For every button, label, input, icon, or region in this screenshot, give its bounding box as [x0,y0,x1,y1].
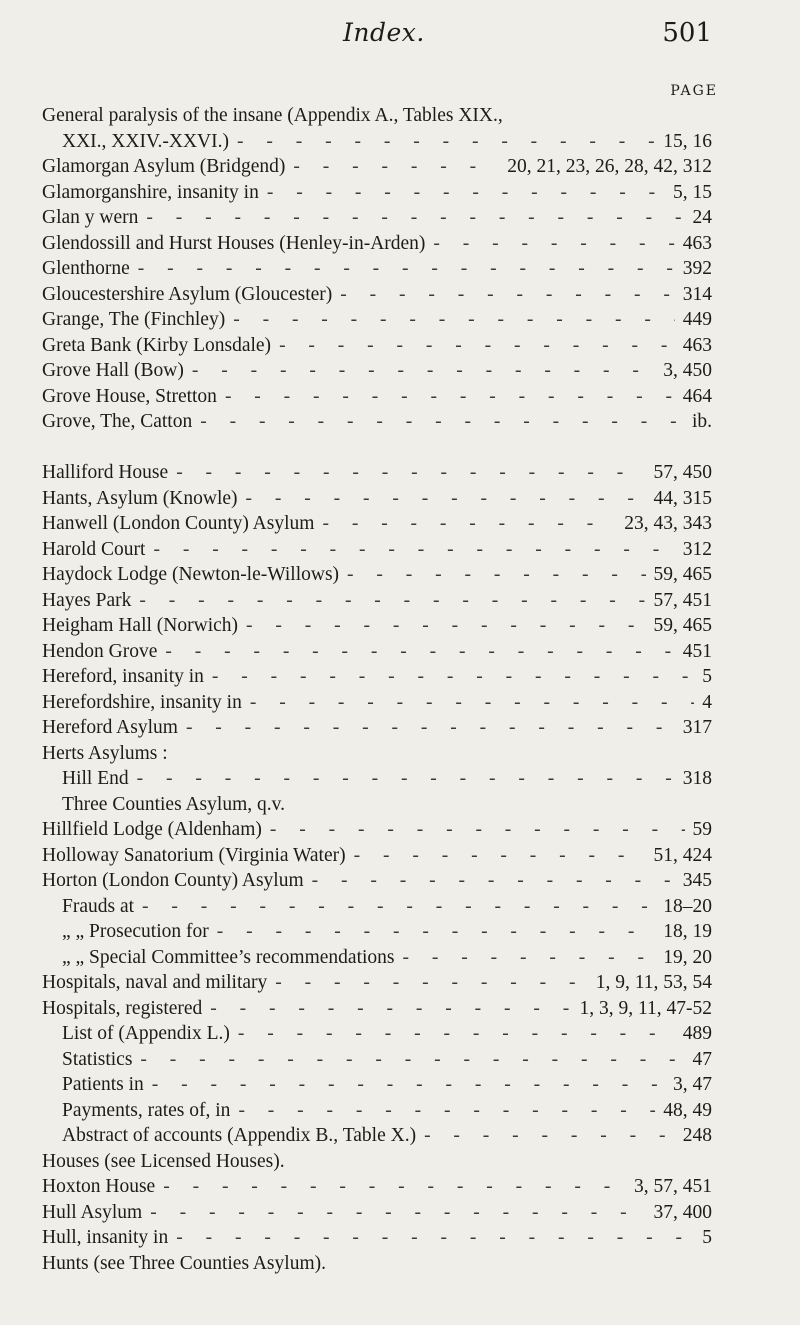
leader-dashes [163,1174,626,1200]
leader-dashes [140,1047,684,1073]
leader-dashes [433,231,674,257]
entry-text: Glenthorne [42,258,130,279]
index-group-h [42,460,712,1276]
entry-pages: 18–20 [663,895,712,917]
entry-pages: 312 [682,538,712,560]
leader-dashes [322,511,616,537]
entry-pages: 392 [682,258,712,279]
index-entry [42,996,712,1022]
entry-text: Holloway Sanatorium (Virginia Water) [42,844,346,866]
index-entry [42,1251,712,1277]
index-list [42,103,712,1276]
index-entry [42,231,712,257]
entry-pages: 59, 465 [653,615,712,636]
index-entry [42,588,712,614]
leader-dashes [250,690,694,716]
leader-dashes [238,1021,675,1047]
index-entry [42,358,712,384]
entry-text: Hillfield Lodge (Aldenham) [42,819,262,840]
entry-text: Glamorgan Asylum (Bridgend) [42,156,286,177]
leader-dashes [176,460,645,486]
index-entry [42,843,712,869]
leader-dashes [139,588,645,614]
entry-pages: 4 [702,691,712,713]
entry-text: Hereford, insanity in [42,666,204,687]
entry-text: Hospitals, naval and military [42,972,268,993]
entry-pages: 57, 450 [653,462,712,483]
leader-dashes [233,307,675,333]
index-entry [42,792,712,818]
leader-dashes [267,180,665,206]
leader-dashes [186,715,675,741]
page-column-label: PAGE [670,83,718,99]
entry-text: Halliford House [42,462,169,483]
index-entry [42,103,712,129]
entry-pages: 3, 450 [663,360,712,381]
running-title: Index. [343,18,425,47]
entry-pages: 44, 315 [653,487,712,509]
entry-pages: 5 [702,666,712,687]
leader-dashes [153,537,674,563]
entry-text: Hospitals, registered [42,997,203,1019]
entry-pages: 318 [682,768,712,789]
entry-text: Horton (London County) Asylum [42,870,304,891]
entry-text: Heigham Hall (Norwich) [42,615,239,636]
entry-text: Hill End [62,768,129,789]
index-entry [42,1149,712,1175]
index-entry [42,511,712,537]
entry-pages: ib. [691,411,712,432]
entry-text: Hull, insanity in [42,1227,169,1248]
leader-dashes [312,868,675,894]
leader-dashes [424,1123,675,1149]
leader-dashes [152,1072,665,1098]
index-entry [42,205,712,231]
entry-pages: 20, 21, 23, 26, 28, 42, 312 [507,156,712,177]
entry-text: Grove Hall (Bow) [42,360,184,381]
index-entry [42,613,712,639]
entry-text: Hants, Asylum (Knowle) [42,487,238,509]
index-entry [42,460,712,486]
leader-dashes [176,1225,694,1251]
leader-dashes [217,919,656,945]
index-entry [42,664,712,690]
index-entry [42,894,712,920]
entry-text: Hunts (see Three Counties Asylum). [42,1252,326,1274]
entry-pages: 345 [682,870,712,891]
index-entry [42,715,712,741]
entry-text: Three Counties Asylum, q.v. [62,793,285,815]
leader-dashes [137,766,675,792]
page-number: 501 [662,18,712,48]
entry-text: Abstract of accounts (Appendix B., Table X.) [62,1125,417,1146]
entry-pages: 59 [692,819,712,840]
entry-pages: 464 [682,385,712,407]
leader-dashes [270,817,685,843]
index-entry [42,1098,712,1124]
entry-text: Houses (see Licensed Houses). [42,1150,285,1172]
leader-dashes [340,282,674,308]
index-entry [42,945,712,971]
entry-pages: 57, 451 [653,589,712,611]
entry-pages: 314 [682,283,712,305]
index-entry [42,256,712,282]
index-entry [42,486,712,512]
entry-text: Hoxton House [42,1176,156,1197]
entry-pages: 37, 400 [653,1201,712,1223]
entry-text: Hanwell (London County) Asylum [42,513,315,534]
index-entry [42,639,712,665]
entry-pages: 15, 16 [663,130,712,152]
index-entry [42,1072,712,1098]
entry-text: Glendossill and Hurst Houses (Henley-in-Arden) [42,232,426,254]
entry-text: Grove House, Stretton [42,385,217,407]
index-entry [42,307,712,333]
leader-dashes [293,154,499,180]
entry-text: Hull Asylum [42,1201,143,1223]
index-entry [42,817,712,843]
index-entry [42,409,712,435]
index-entry [42,970,712,996]
entry-text: Hendon Grove [42,640,158,662]
entry-text: Hereford Asylum [42,717,178,738]
entry-text: Greta Bank (Kirby Lonsdale) [42,334,272,356]
entry-pages: 463 [682,334,712,356]
leader-dashes [246,486,646,512]
leader-dashes [150,1200,645,1226]
entry-text: List of (Appendix L.) [62,1023,230,1044]
index-entry [42,1225,712,1251]
entry-text: Glamorganshire, insanity in [42,181,259,203]
index-entry [42,384,712,410]
index-entry [42,1200,712,1226]
entry-text: „ „ Prosecution for [62,921,209,942]
entry-text: Harold Court [42,538,146,560]
leader-dashes [275,970,587,996]
index-entry [42,282,712,308]
entry-text: Haydock Lodge (Newton-le-Willows) [42,564,340,585]
leader-dashes [237,129,655,155]
entry-pages: 48, 49 [663,1099,712,1121]
entry-pages: 489 [682,1023,712,1044]
index-entry [42,741,712,767]
entry-pages: 19, 20 [663,946,712,968]
index-entry [42,129,712,155]
entry-text: Grove, The, Catton [42,411,193,432]
index-entry [42,180,712,206]
leader-dashes [165,639,674,665]
entry-pages: 5 [702,1227,712,1248]
index-entry [42,154,712,180]
index-entry [42,333,712,359]
entry-pages: 1, 9, 11, 53, 54 [595,972,712,993]
index-entry [42,1021,712,1047]
leader-dashes [210,996,571,1022]
entry-text: Frauds at [62,895,135,917]
entry-text: XXI., XXIV.-XXVI.) [62,130,229,152]
entry-text: Glan y wern [42,207,139,228]
entry-text: Payments, rates of, in [62,1099,231,1121]
index-entry [42,868,712,894]
leader-dashes [142,894,655,920]
entry-pages: 1, 3, 9, 11, 47-52 [579,997,712,1019]
entry-pages: 51, 424 [653,844,712,866]
index-entry [42,766,712,792]
entry-pages: 463 [682,232,712,254]
leader-dashes [246,613,645,639]
leader-dashes [354,843,646,869]
entry-pages: 3, 47 [673,1074,712,1095]
entry-pages: 5, 15 [673,181,712,203]
index-group-g [42,103,712,435]
entry-pages: 451 [682,640,712,662]
leader-dashes [200,409,684,435]
page-header [0,18,800,58]
index-entry [42,1174,712,1200]
index-entry [42,562,712,588]
entry-text: „ „ Special Committee’s recommendations [62,946,395,968]
entry-text: Herefordshire, insanity in [42,691,242,713]
index-entry [42,919,712,945]
entry-pages: 449 [682,309,712,330]
entry-pages: 18, 19 [663,921,712,942]
index-entry [42,1123,712,1149]
entry-text: General paralysis of the insane (Appendix A., Tables XIX., [42,105,503,126]
leader-dashes [225,384,675,410]
entry-pages: 23, 43, 343 [624,513,712,534]
index-entry [42,537,712,563]
entry-text: Grange, The (Finchley) [42,309,226,330]
leader-dashes [238,1098,655,1124]
entry-pages: 47 [692,1048,712,1070]
entry-pages: 59, 465 [653,564,712,585]
leader-dashes [347,562,645,588]
entry-text: Herts Asylums : [42,742,168,764]
leader-dashes [212,664,694,690]
entry-pages: 24 [692,207,712,228]
leader-dashes [279,333,675,359]
index-entry [42,690,712,716]
entry-pages: 317 [682,717,712,738]
entry-text: Patients in [62,1074,144,1095]
group-spacer [42,435,712,461]
entry-text: Hayes Park [42,589,132,611]
entry-pages: 248 [682,1125,712,1146]
leader-dashes [146,205,684,231]
entry-text: Statistics [62,1048,133,1070]
leader-dashes [403,945,656,971]
index-entry [42,1047,712,1073]
leader-dashes [192,358,655,384]
entry-text: Gloucestershire Asylum (Gloucester) [42,283,333,305]
leader-dashes [138,256,675,282]
entry-pages: 3, 57, 451 [634,1176,712,1197]
